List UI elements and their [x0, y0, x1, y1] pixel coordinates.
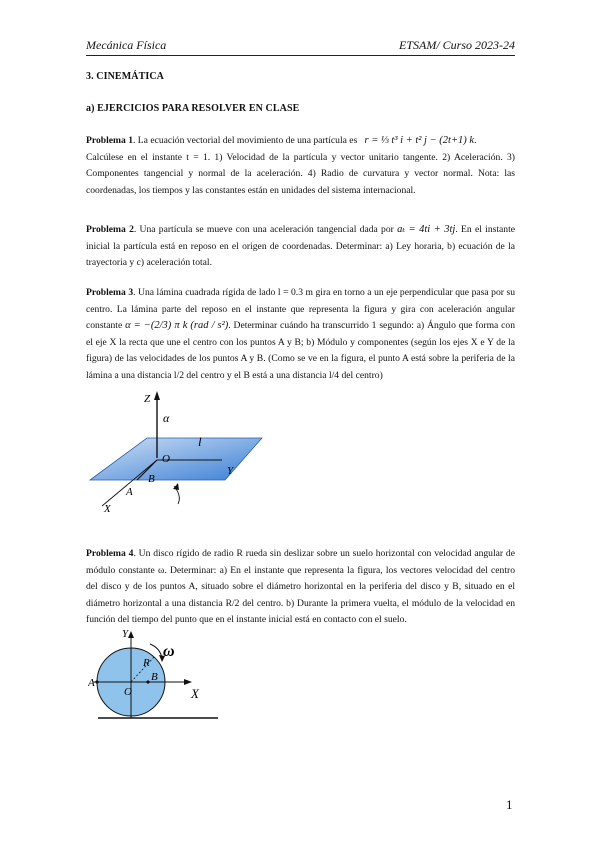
header-rule — [86, 55, 515, 56]
label-alpha: α — [163, 411, 170, 425]
problem-3-body: . Determinar cuándo ha transcurrido 1 segundo: a) Ángulo que forma con el eje X la recta que une el centro con los puntos A y B; b) Módulo y componentes (según los ejes X e Y de la figura) de las velocidades de los puntos A y B. (Como se ve en la figura, el punto A está sobre la periferia de la lámina a una distancia l/2 del centro y el B está a una distancia l/4 del centro) — [86, 320, 516, 381]
square-plate — [90, 438, 262, 480]
problem-2-equation: aₜ = 4ti + 3tj — [397, 224, 456, 235]
problem-3-intro: . Una lámina cuadrada rígida de lado l = 0.3 m gira en torno a un eje perpendicular que pasa por su centro. La lámina parte del reposo en el instante que representa la figura y gira con aceleración angular constante — [86, 287, 515, 331]
problem-2-label: Problema 2 — [86, 224, 134, 235]
header-institution: ETSAM/ Curso 2023-24 — [398, 38, 515, 52]
problem-4 — [86, 546, 515, 629]
problem-1-label: Problema 1 — [86, 135, 133, 146]
label-r: R — [143, 657, 150, 669]
label-x: X — [191, 686, 199, 701]
figure-rotating-plate — [82, 388, 282, 516]
z-axis-arrowhead — [154, 391, 160, 400]
label-b: B — [148, 473, 155, 485]
label-y: Y — [227, 465, 234, 477]
label-a: A — [88, 677, 95, 689]
header-course: Mecánica Física — [86, 38, 167, 52]
problem-3 — [86, 285, 515, 384]
problem-2-intro: . Una partícula se mueve con una aceleración tangencial dada por — [133, 224, 394, 235]
label-omega: ω — [163, 643, 175, 660]
page-header — [86, 38, 515, 52]
point-b — [146, 680, 149, 683]
page-number: 1 — [506, 797, 513, 812]
problem-1-equation: r = ⅓ t³ i + t² j − (2t+1) k — [364, 135, 475, 146]
problem-2-body: . En el instante inicial la partícula está en reposo en el origen de coordenadas. Determinar: a) Ley horaria, b) ecuación de la trayectoria y c) aceleración total. — [86, 224, 515, 268]
label-l: l — [198, 434, 202, 449]
point-a — [95, 680, 98, 683]
label-o: O — [162, 453, 170, 465]
problem-1: Problema 1. La ecuación vectorial del movimiento de una partícula es r = ⅓ t³ i + t² j − (2t+1) k. Calcúlese en el instante t = 1. 1) Velocidad de la partícula y vector unitario tangente. 2) Aceleración. 3) Componentes tangencial y normal de la aceleración. 4) Radio de curvatura y vector normal. Nota: las coordenadas, los tiempos y las constantes están en unidades del sistema internacional. — [86, 135, 515, 196]
x-axis-arrowhead — [184, 679, 192, 685]
problem-4-body: . Un disco rígido de radio R rueda sin deslizar sobre un suelo horizontal con velocidad angular de módulo constante ω. Determinar: a) En el instante que representa la figura, los vectores velocidad del centro del disco y de los puntos A, situado sobre el diámetro horizontal en la periferia del disco y B, situado en el diámetro horizontal a una distancia R/2 del centro. b) Durante la primera vuelta, el módulo de la velocidad en función del tiempo del punto que en el instante inicial está en contacto con el suelo. — [86, 548, 515, 625]
problem-3-equation: α = −(2/3) π k (rad / s²) — [125, 320, 229, 331]
y-axis-arrowhead — [128, 631, 134, 638]
problem-1-intro: . La ecuación vectorial del movimiento de una partícula es — [133, 135, 358, 146]
label-a: A — [126, 486, 133, 498]
problem-1-body: Calcúlese en el instante t = 1. 1) Velocidad de la partícula y vector unitario tangente. 2) Aceleración. 3) Componentes tangencial y normal de la aceleración. 4) Radio de curvatura y vector normal. Nota: las coordenadas, los tiempos y las constantes están en unidades del sistema internacional. — [86, 151, 515, 196]
section-title: 3. CINEMÁTICA — [86, 71, 164, 82]
subsection-title: a) EJERCICIOS PARA RESOLVER EN CLASE — [86, 103, 300, 114]
problem-4-label: Problema 4 — [86, 548, 134, 559]
problem-3-label: Problema 3 — [86, 287, 134, 298]
label-b: B — [151, 671, 158, 683]
label-x: X — [104, 503, 111, 515]
label-o: O — [124, 686, 132, 698]
label-y: Y — [122, 628, 129, 640]
label-z: Z — [144, 393, 151, 405]
problem-2 — [86, 222, 515, 272]
figure-rolling-disk — [88, 622, 228, 724]
